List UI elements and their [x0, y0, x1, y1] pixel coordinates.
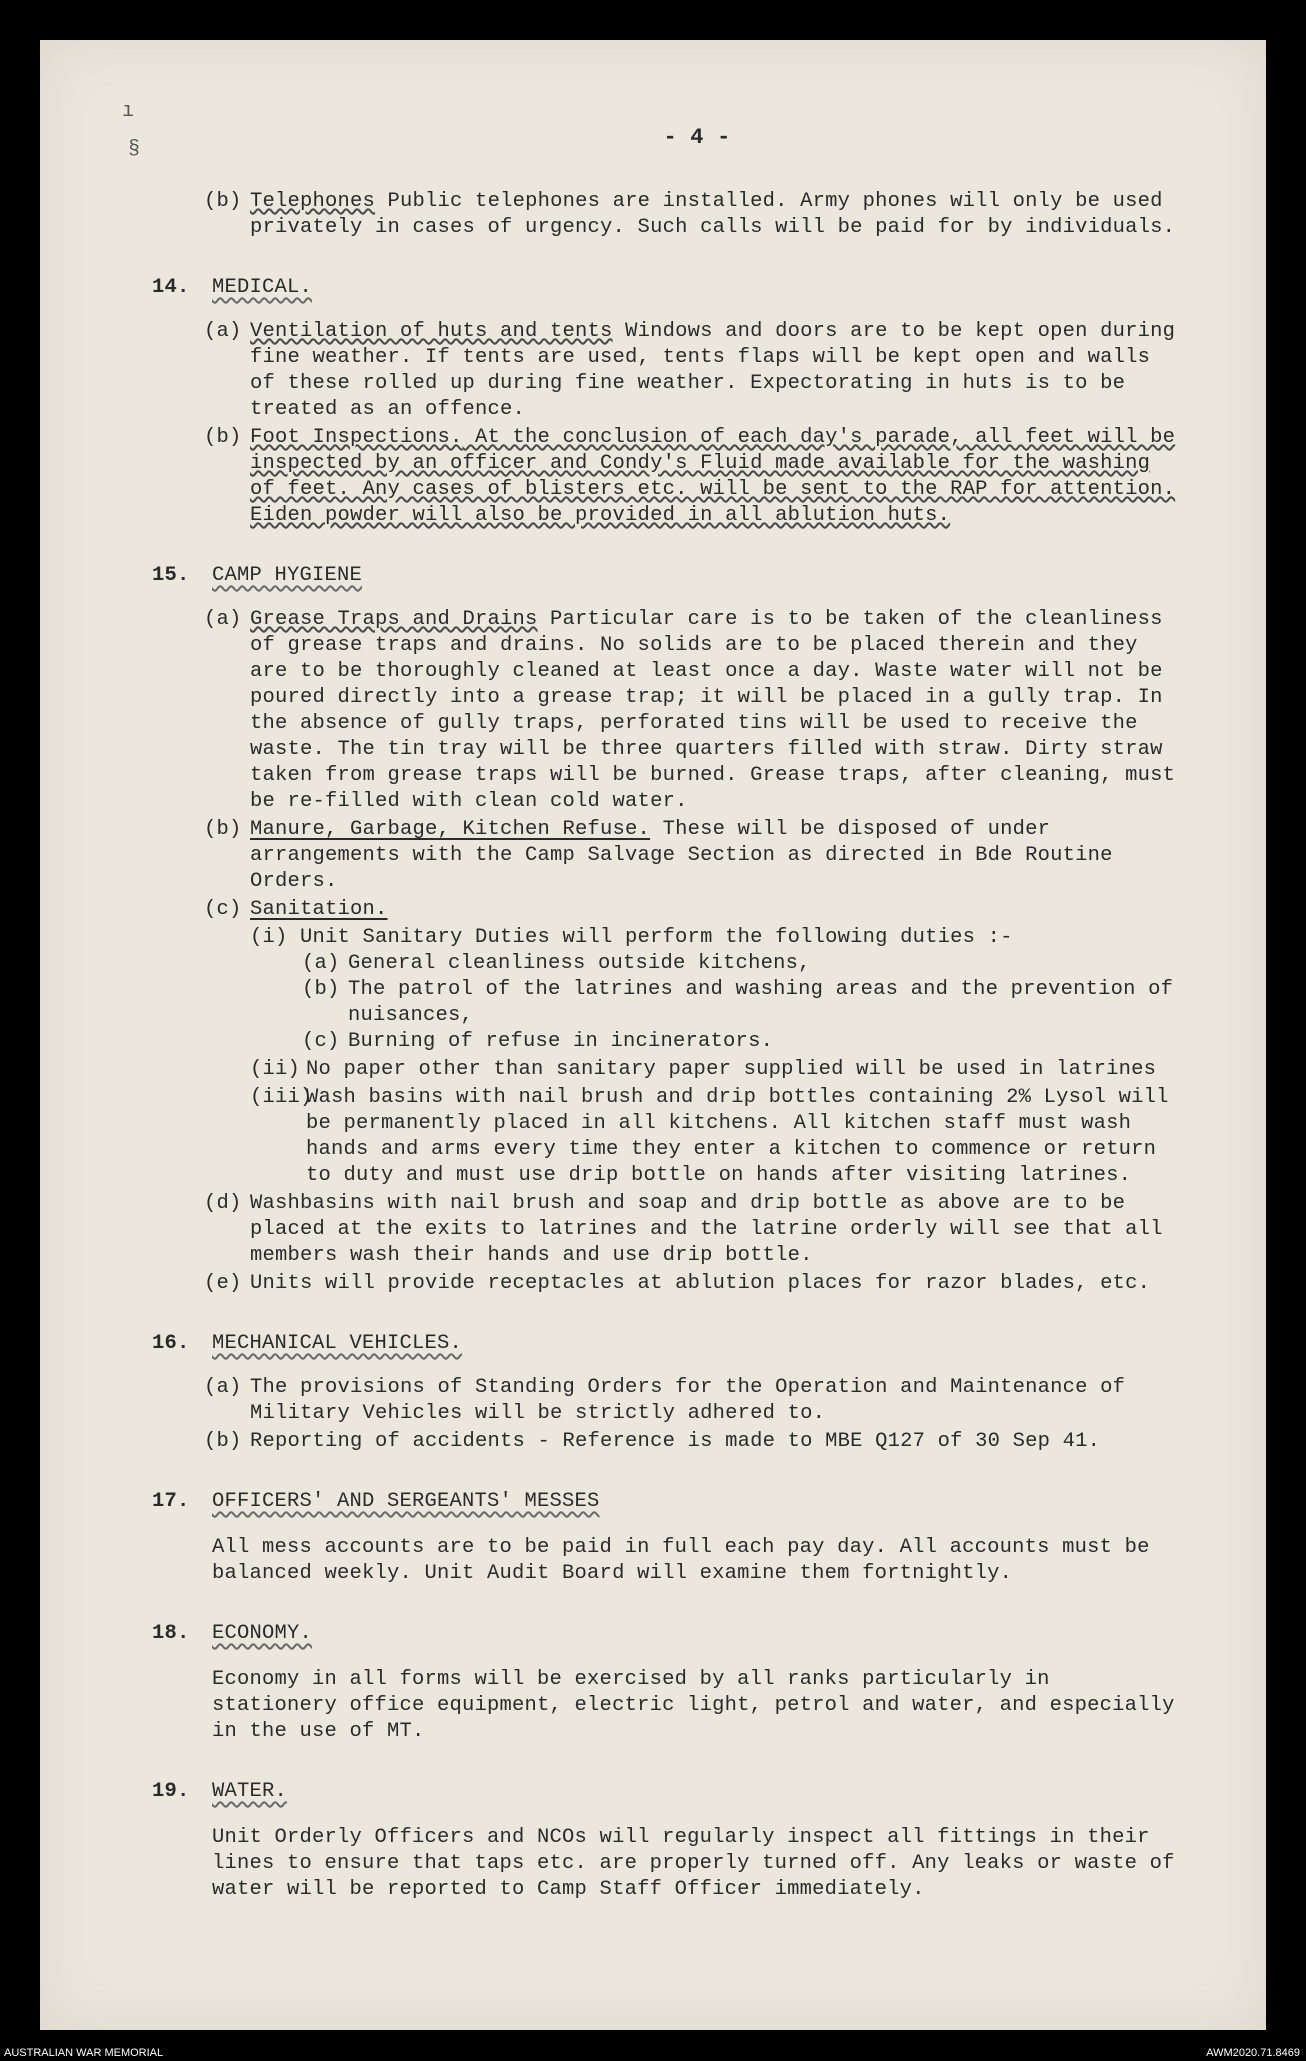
section-title: WATER.	[212, 1780, 288, 1803]
section-medical	[152, 275, 1182, 529]
item-label: (b)	[204, 190, 242, 213]
item-label: (d)	[204, 1192, 242, 1215]
footer-accession-number: AWM2020.71.8469	[1206, 2047, 1300, 2059]
item-body: Public telephones are installed. Army phones will only be used privately in cases of urgency. Such calls will be paid for by individuals.	[250, 190, 1176, 239]
item-body: Particular care is to be taken of the cleanliness of grease traps and drains. No solids are to be placed therein and they are to be thoroughly cleaned at least once a day. Waste water will not be poured directly into a grease trap; it will be placed in a gully trap. In the absence of gully traps, perforated tins will be used to receive the waste. The tin tray will be three quarters filled with straw. Dirty straw taken from grease traps will be burned. Grease traps, after cleaning, must be re-filled with clean cold water.	[250, 608, 1176, 813]
sanitation-iii	[250, 1085, 1182, 1189]
item-label: (a)	[204, 1376, 242, 1399]
document-body	[152, 125, 1182, 1903]
sanitation-duty-i-a	[302, 951, 1182, 977]
item-text: Wash basins with nail brush and drip bottles containing 2% Lysol will be permanently placed in all kitchens. All kitchen staff must wash hands and arms every time they enter a kitchen to commence or return to duty and must use drip bottle on hands after visiting latrines.	[306, 1086, 1169, 1187]
section-title: MECHANICAL VEHICLES.	[212, 1332, 463, 1355]
vehicles-item-b	[204, 1429, 1182, 1455]
item-text: Washbasins with nail brush and soap and drip bottle as above are to be placed at the exits to latrines and the latrine orderly will see that all members wash their hands and use drip bottle.	[250, 1192, 1163, 1267]
item-label: (c)	[302, 1030, 340, 1053]
item-label: (b)	[204, 426, 242, 449]
sanitation-ii	[250, 1057, 1182, 1083]
item-text: The provisions of Standing Orders for the Operation and Maintenance of Military Vehicles will be strictly adhered to.	[250, 1376, 1126, 1425]
item-label: (b)	[204, 1430, 242, 1453]
item-label: (a)	[204, 320, 242, 343]
item-text	[250, 319, 1182, 423]
item-text: No paper other than sanitary paper supplied will be used in latrines	[306, 1058, 1157, 1081]
item-body: Windows and doors are to be kept open during fine weather. If tents are used, tents flaps will be kept open and walls of these rolled up during fine weather. Expectorating in huts is to be treated as an offence.	[250, 320, 1176, 421]
item-label: (e)	[204, 1272, 242, 1295]
section-camp-hygiene	[152, 563, 1182, 1297]
item-text: General cleanliness outside kitchens,	[348, 952, 811, 975]
item-label: (c)	[204, 898, 242, 921]
section-paragraph: Economy in all forms will be exercised by all ranks particularly in stationery office equipment, electric light, petrol and water, and especially in the use of MT.	[212, 1668, 1175, 1743]
item-text	[250, 425, 1182, 529]
section-paragraph: All mess accounts are to be paid in full each pay day. All accounts must be balanced weekly. Unit Audit Board will examine them fortnightly.	[212, 1536, 1150, 1585]
hygiene-item-b	[204, 817, 1182, 895]
section-number: 16.	[152, 1332, 190, 1355]
item-text: Unit Sanitary Duties will perform the following duties :-	[300, 926, 1013, 949]
section-number: 15.	[152, 564, 190, 587]
item-heading: Manure, Garbage, Kitchen Refuse.	[250, 818, 651, 841]
item-heading: Grease Traps and Drains	[250, 608, 538, 631]
item-text: Units will provide receptacles at ablution places for razor blades, etc.	[250, 1272, 1151, 1295]
hygiene-item-a	[204, 607, 1182, 815]
telephones-item	[204, 189, 1182, 241]
section-mechanical-vehicles	[152, 1331, 1182, 1455]
section-title: CAMP HYGIENE	[212, 564, 363, 587]
section-number: 18.	[152, 1622, 190, 1645]
section-title: OFFICERS' AND SERGEANTS' MESSES	[212, 1490, 600, 1513]
section-messes	[152, 1489, 1182, 1587]
document-page	[40, 40, 1266, 2030]
page-number: - 4 -	[663, 125, 731, 150]
section-number: 14.	[152, 276, 190, 299]
section-title: MEDICAL.	[212, 276, 313, 299]
item-label: (b)	[204, 818, 242, 841]
vehicles-item-a	[204, 1375, 1182, 1427]
ink-mark: §	[128, 138, 141, 161]
item-label: (a)	[204, 608, 242, 631]
item-text: Reporting of accidents - Reference is made to MBE Q127 of 30 Sep 41.	[250, 1430, 1101, 1453]
item-label: (i)	[250, 926, 288, 949]
sanitation-duty-i-c	[302, 1029, 1182, 1055]
item-body: At the conclusion of each day's parade, all feet will be inspected by an officer and Condy's Fluid made available for the washing of feet. Any cases of blisters etc. will be sent to the RAP for attention. Eiden powder will also be provided in all ablution huts.	[250, 426, 1176, 527]
item-label: (a)	[302, 952, 340, 975]
sanitation-duty-i-b	[302, 977, 1182, 1029]
section-title: ECONOMY.	[212, 1622, 313, 1645]
footer-credit: AUSTRALIAN WAR MEMORIAL	[4, 2047, 164, 2059]
section-paragraph: Unit Orderly Officers and NCOs will regularly inspect all fittings in their lines to ensure that taps etc. are properly turned off. Any leaks or waste of water will be reported to Camp Staff Officer immediately.	[212, 1826, 1175, 1901]
item-text: Burning of refuse in incinerators.	[348, 1030, 774, 1053]
section-number: 17.	[152, 1490, 190, 1513]
item-label: (ii)	[250, 1058, 301, 1081]
item-label: (b)	[302, 978, 340, 1001]
hygiene-item-d	[204, 1191, 1182, 1269]
item-heading: Sanitation.	[250, 898, 388, 921]
item-heading: Ventilation of huts and tents	[250, 320, 613, 343]
item-text	[250, 189, 1182, 241]
section-water	[152, 1779, 1182, 1903]
item-body: These will be disposed of under arrangements with the Camp Salvage Section as directed in Bde Routine Orders.	[250, 818, 1113, 893]
medical-item-b	[204, 425, 1182, 529]
section-number: 19.	[152, 1780, 190, 1803]
item-heading: Telephones	[250, 190, 376, 213]
sanitation-duty-i	[250, 925, 1182, 951]
item-label: (iii)	[250, 1086, 313, 1109]
hygiene-item-e	[204, 1271, 1182, 1297]
item-text: The patrol of the latrines and washing areas and the prevention of nuisances,	[348, 978, 1174, 1027]
hygiene-item-c	[204, 897, 1182, 923]
ink-mark: ı	[122, 100, 135, 123]
medical-item-a	[204, 319, 1182, 423]
item-heading: Foot Inspections.	[250, 426, 463, 449]
item-text	[250, 607, 1182, 815]
section-economy	[152, 1621, 1182, 1745]
item-text	[250, 817, 1182, 895]
